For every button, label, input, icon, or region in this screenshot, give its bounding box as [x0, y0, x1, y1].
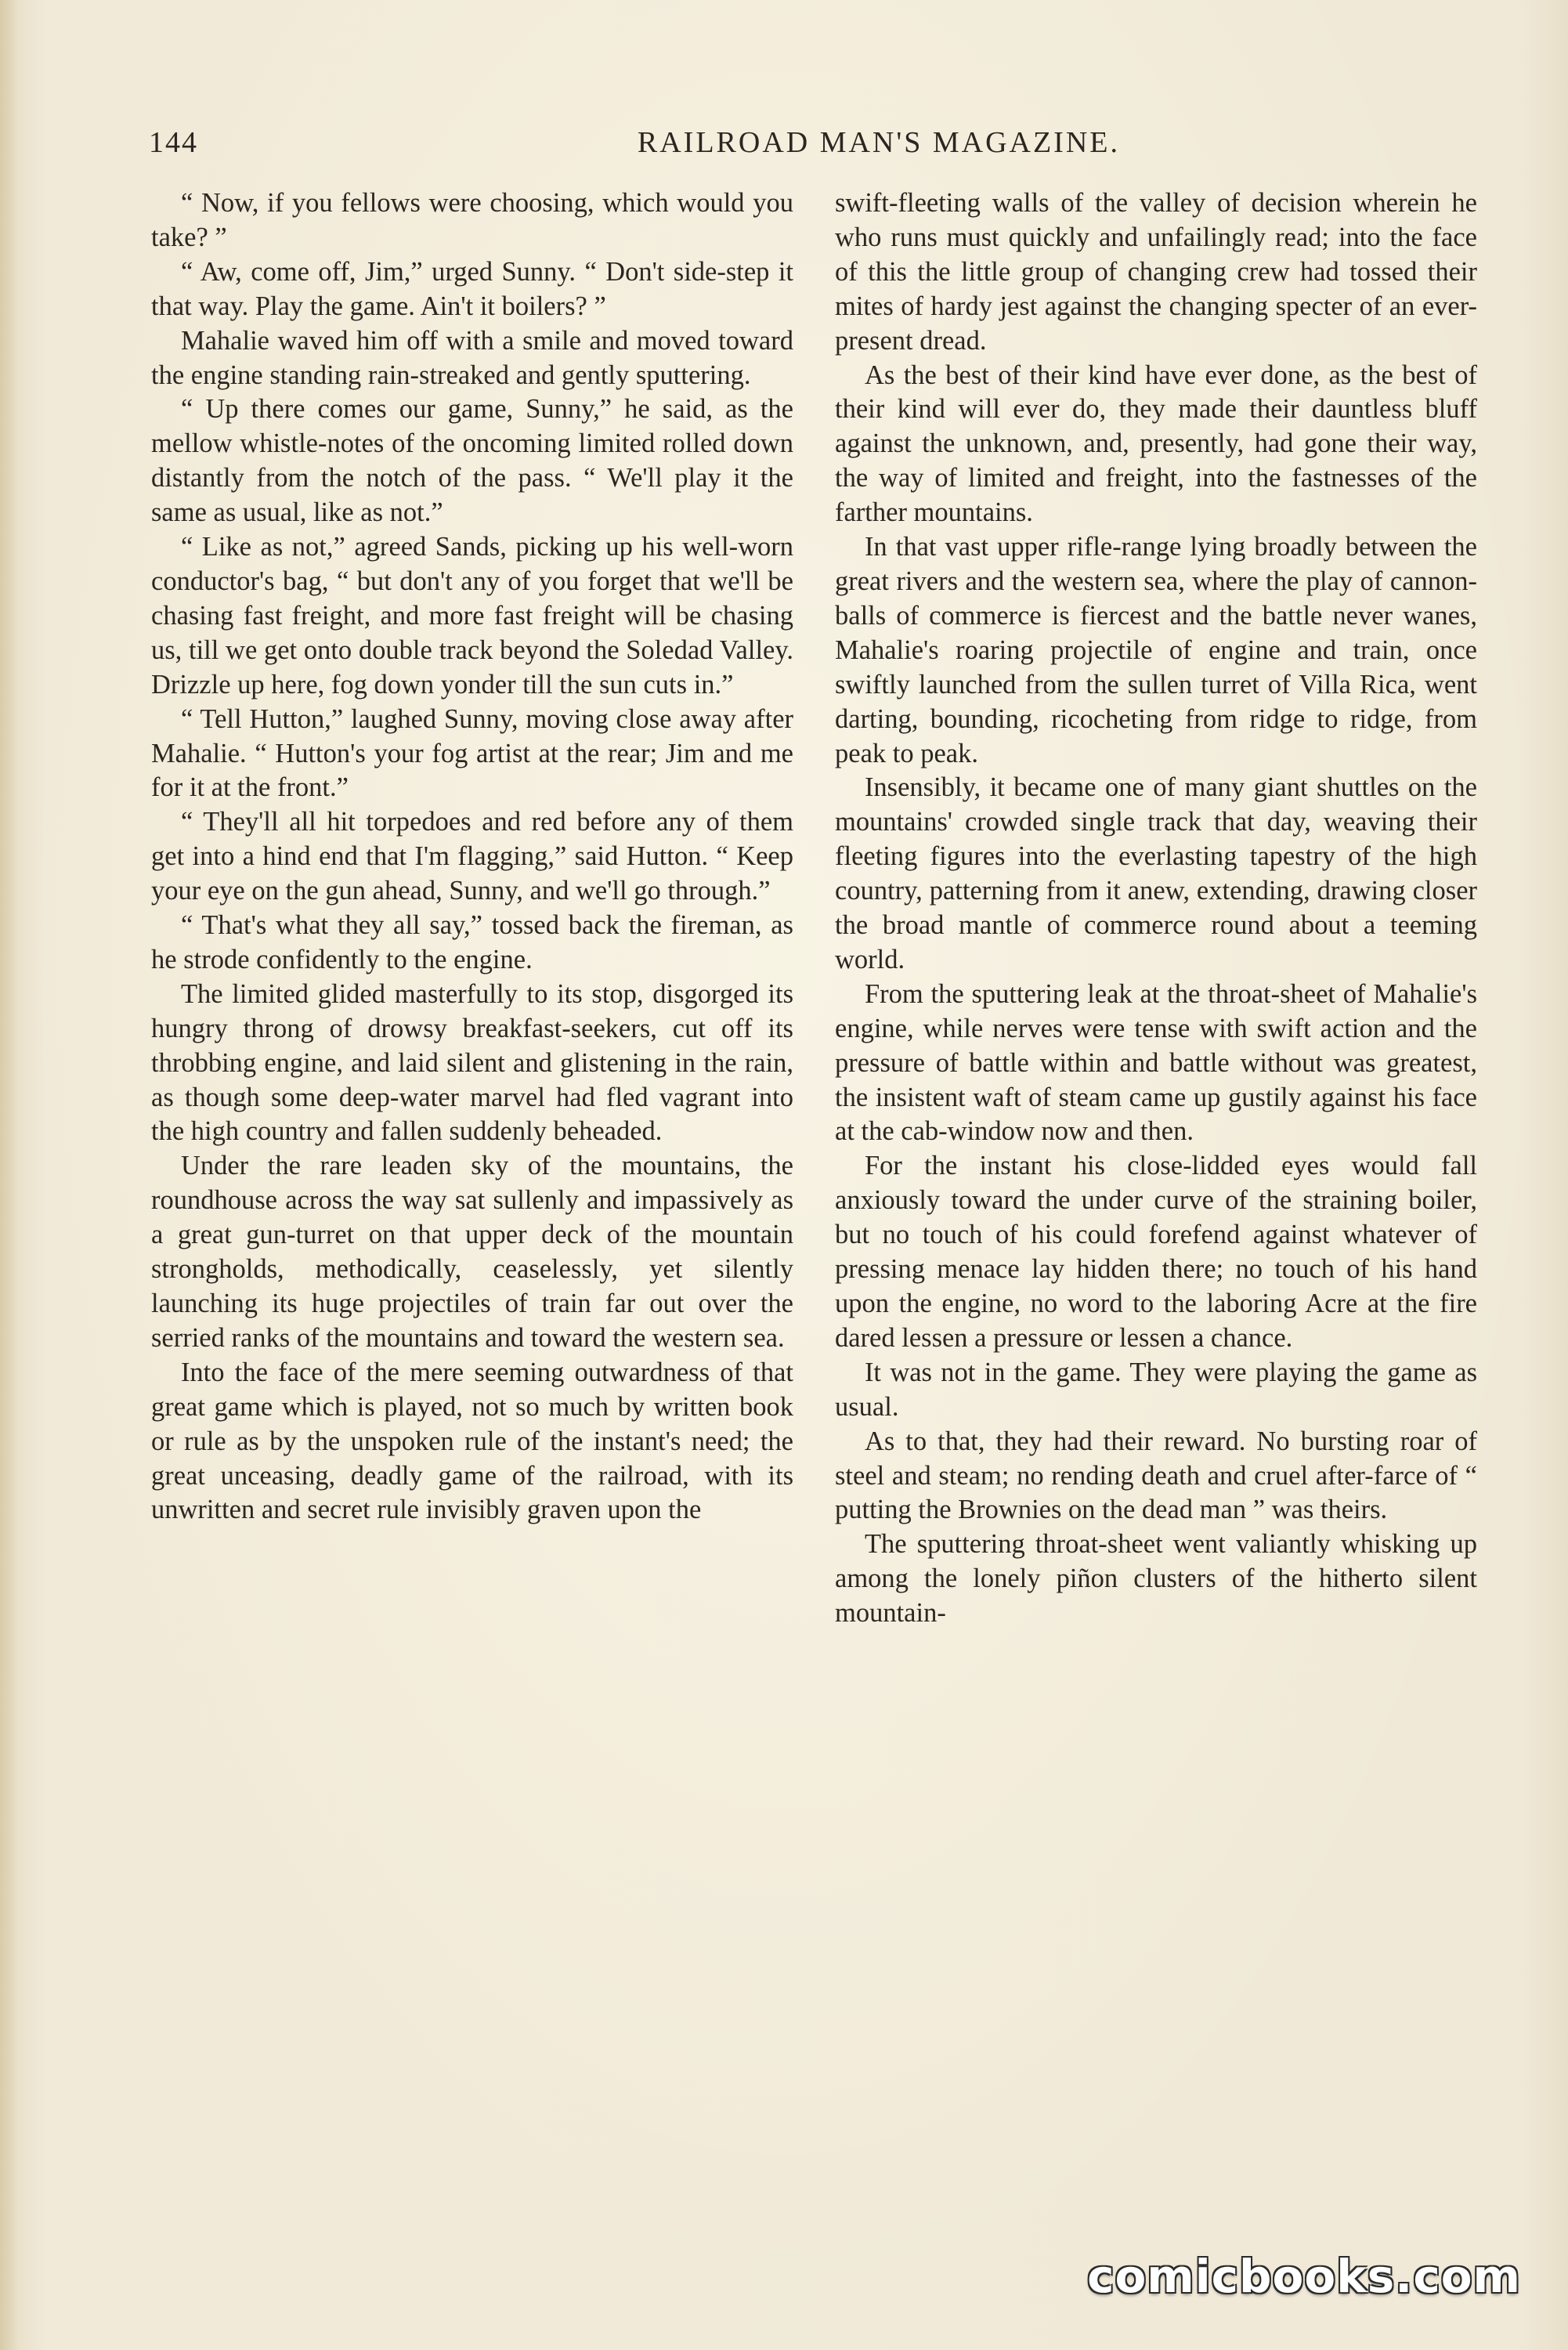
paragraph: As to that, they had their reward. No bursting roar of steel and steam; no rending death and cruel after-farce of “ putting the Brownies on the dead man ” was theirs. [835, 1426, 1477, 1525]
paragraph: It was not in the game. They were playing the game as usual. [835, 1357, 1477, 1422]
binding-edge [0, 0, 19, 2350]
paragraph: In that vast upper rifle-range lying broadly between the great rivers and the western sea, where the play of cannon-balls of commerce is fiercest and the battle never wanes, Mahalie's roaring projectile of engine and train, once swiftly launched from the sullen turret of Villa Rica, went darting, bounding, ricocheting from ridge to ridge, from peak to peak. [835, 532, 1477, 768]
right-column [835, 186, 1477, 1631]
watermark: comicbooks.com [1087, 2250, 1521, 2303]
paragraph: “ They'll all hit torpedoes and red before any of them get into a hind end that I'm flagging,” said Hutton. “ Keep your eye on the gun ahead, Sunny, and we'll go through.” [151, 807, 793, 906]
paragraph: From the sputtering leak at the throat-sheet of Mahalie's engine, while nerves were tense with swift action and the pressure of battle within and battle without was greatest, the insistent waft of steam came up gustily against his face at the cab-window now and then. [835, 978, 1477, 1147]
paragraph: “ Aw, come off, Jim,” urged Sunny. “ Don't side-step it that way. Play the game. Ain't it boilers? ” [151, 256, 793, 321]
paragraph: Mahalie waved him off with a smile and moved toward the engine standing rain-streaked and gently sputtering. [151, 325, 793, 390]
paragraph: “ That's what they all say,” tossed back the fireman, as he strode confidently to the engine. [151, 910, 793, 974]
paragraph: Insensibly, it became one of many giant shuttles on the mountains' crowded single track that day, weaving their fleeting figures into the everlasting tapestry of the high country, patterning from it anew, extending, drawing closer the broad mantle of commerce round about a teeming world. [835, 772, 1477, 974]
paragraph: Into the face of the mere seeming outwardness of that great game which is played, not so much by written book or rule as by the unspoken rule of the instant's need; the great unceasing, deadly game of the railroad, with its unwritten and secret rule invisibly graven upon the [151, 1357, 793, 1525]
paragraph-continuation: swift-fleeting walls of the valley of decision wherein he who runs must quickly and unfailingly read; into the face of this the little group of changing crew had tossed their mites of hardy jest against the changing specter of an ever-present dread. [835, 188, 1477, 356]
paragraph: For the instant his close-lidded eyes would fall anxiously toward the under curve of the straining boiler, but no touch of his could forefend against whatever of pressing menace lay hidden there; no touch of his hand upon the engine, no word to the laboring Acre at the fire dared lessen a pressure or lessen a chance. [835, 1151, 1477, 1353]
paragraph: Under the rare leaden sky of the mountains, the roundhouse across the way sat sullenly and impassively as a great gun-turret on that upper deck of the mountain strongholds, methodically, ceaselessly, yet silently launching its huge projectiles of train far out over the serried ranks of the mountains and toward the western sea. [151, 1151, 793, 1353]
left-column [151, 186, 793, 1528]
paragraph: “ Like as not,” agreed Sands, picking up his well-worn conductor's bag, “ but don't any of you forget that we'll be chasing fast freight, and more fast freight will be chasing us, till we get onto double track beyond the Soledad Valley. Drizzle up here, fog down yonder till the sun cuts in.” [151, 532, 793, 700]
page-number: 144 [149, 126, 198, 159]
paragraph: “ Now, if you fellows were choosing, which would you take? ” [151, 188, 793, 252]
paragraph: “ Up there comes our game, Sunny,” he said, as the mellow whistle-notes of the oncoming limited rolled down distantly from the notch of the pass. “ We'll play it the same as usual, like as not.” [151, 394, 793, 528]
paragraph: The limited glided masterfully to its stop, disgorged its hungry throng of drowsy breakfast-seekers, cut off its throbbing engine, and laid silent and glistening in the rain, as though some deep-water marvel had fled vagrant into the high country and fallen suddenly beheaded. [151, 978, 793, 1147]
paragraph: As the best of their kind have ever done, as the best of their kind will ever do, they made their dauntless bluff against the unknown, and, presently, had gone their way, the way of limited and freight, into the fastnesses of the farther mountains. [835, 360, 1477, 528]
journal-title: RAILROAD MAN'S MAGAZINE. [637, 126, 1120, 159]
paragraph: “ Tell Hutton,” laughed Sunny, moving close away after Mahalie. “ Hutton's your fog artist at the rear; Jim and me for it at the front.” [151, 703, 793, 803]
paragraph: The sputtering throat-sheet went valiantly whisking up among the lonely piñon clusters of the hitherto silent mountain- [835, 1529, 1477, 1629]
running-head [149, 125, 1120, 172]
